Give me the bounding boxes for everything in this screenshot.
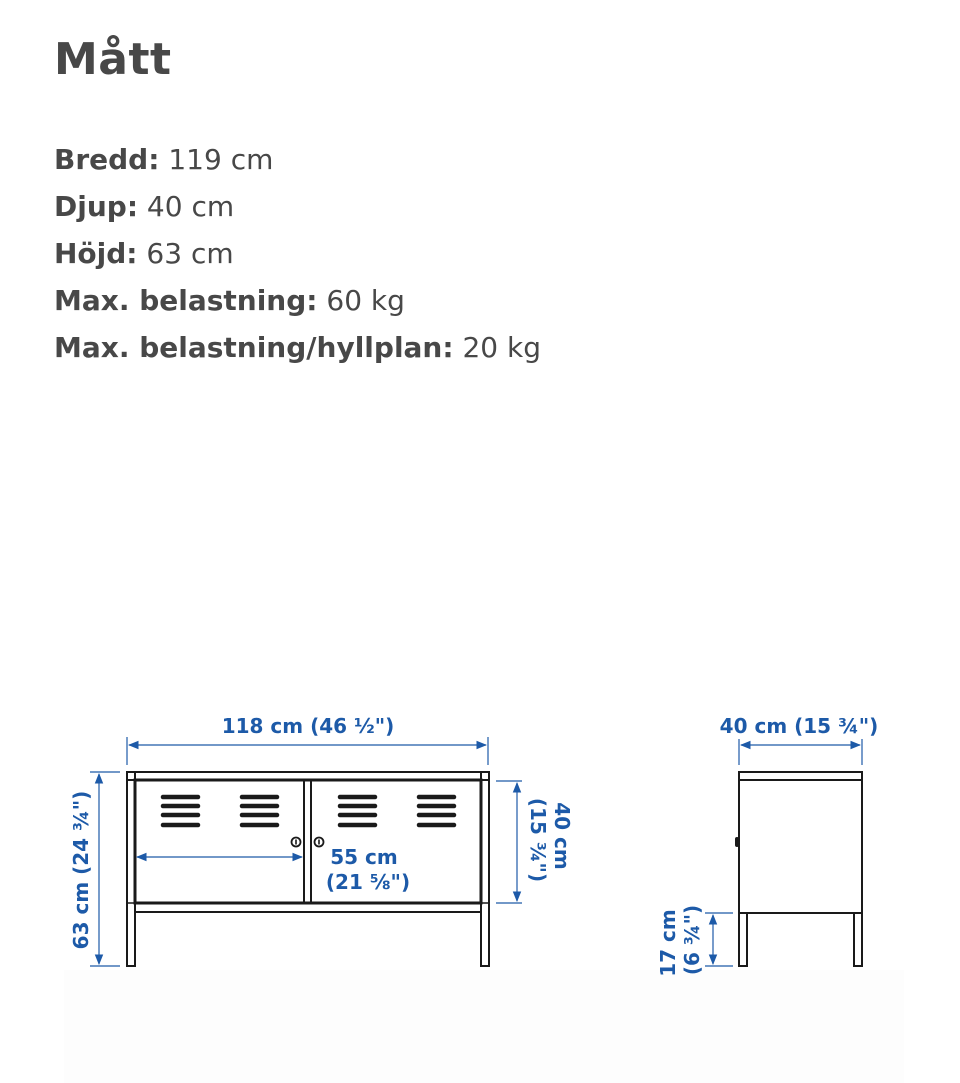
door-width-label: 55 cm	[330, 845, 398, 869]
spec-label: Bredd:	[54, 143, 160, 176]
inner-height-dimension	[496, 781, 522, 903]
spec-label: Höjd:	[54, 237, 138, 270]
side-view	[656, 714, 878, 977]
spec-value: 20 kg	[462, 331, 541, 364]
spec-value: 60 kg	[326, 284, 405, 317]
leg-height-label-inches: (6 ¾")	[680, 904, 704, 976]
leg-height-label: 17 cm	[656, 909, 680, 977]
handle-icon	[735, 837, 739, 847]
door-width-label-inches: (21 ⅝")	[325, 870, 411, 894]
height-dimension	[90, 772, 120, 966]
depth-label: 40 cm (15 ¾")	[719, 714, 879, 738]
inner-height-label-inches: (15 ¾")	[526, 797, 550, 883]
inner-height-label: 40 cm	[550, 802, 574, 870]
vent-icon	[163, 797, 454, 825]
spec-label: Max. belastning/hyllplan:	[54, 331, 454, 364]
cabinet-side	[739, 772, 862, 966]
spec-value: 119 cm	[168, 143, 274, 176]
height-label: 63 cm (24 ¾")	[69, 790, 93, 950]
spec-value: 63 cm	[146, 237, 234, 270]
page-title: Mått	[54, 34, 172, 85]
cabinet-front	[127, 772, 489, 966]
front-view	[69, 714, 574, 966]
spec-label: Djup:	[54, 190, 139, 223]
leg-height-dimension	[705, 913, 733, 966]
width-label: 118 cm (46 ½")	[221, 714, 395, 738]
spec-value: 40 cm	[146, 190, 235, 223]
width-dimension	[127, 737, 488, 765]
depth-dimension	[739, 739, 862, 765]
spec-label: Max. belastning:	[54, 284, 318, 317]
